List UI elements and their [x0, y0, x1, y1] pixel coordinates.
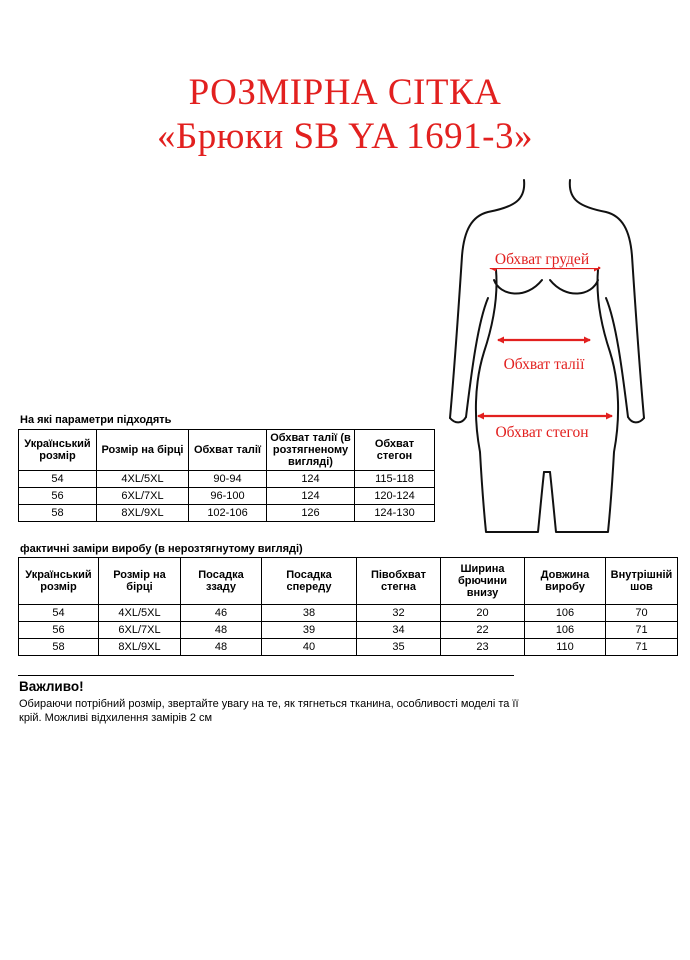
- column-header: Український розмір: [19, 558, 99, 605]
- column-header: Український розмір: [19, 430, 97, 471]
- column-header: Розмір на бірці: [97, 430, 189, 471]
- column-header: Посадка спереду: [262, 558, 357, 605]
- table-cell: 38: [262, 605, 357, 622]
- table-row: [19, 505, 435, 522]
- garment-measurements-table: [18, 557, 678, 656]
- table-cell: 6XL/7XL: [97, 488, 189, 505]
- important-heading: Важливо!: [19, 679, 84, 694]
- fit-parameters-table: [18, 429, 435, 522]
- table-header-row: [19, 430, 435, 471]
- waist-label: Обхват талії: [503, 356, 585, 373]
- table-cell: 124-130: [355, 505, 435, 522]
- table-cell: 4XL/5XL: [99, 605, 181, 622]
- table-cell: 54: [19, 471, 97, 488]
- table-header-row: [19, 558, 678, 605]
- table-cell: 126: [267, 505, 355, 522]
- table-cell: 102-106: [189, 505, 267, 522]
- table-cell: 6XL/7XL: [99, 622, 181, 639]
- table-row: [19, 471, 435, 488]
- table-row: [19, 622, 678, 639]
- column-header: Обхват стегон: [355, 430, 435, 471]
- table-cell: 71: [606, 622, 678, 639]
- table-cell: 34: [357, 622, 441, 639]
- table-cell: 35: [357, 639, 441, 656]
- table-cell: 40: [262, 639, 357, 656]
- table-cell: 115-118: [355, 471, 435, 488]
- page-title: РОЗМІРНА СІТКА: [188, 72, 502, 113]
- important-note: Обираючи потрібний розмір, звертайте увагу на те, як тягнеться тканина, особливості моделі та її крій. Можливі відхилення замірів 2 см: [19, 698, 519, 724]
- divider: [18, 675, 514, 676]
- column-header: Півобхват стегна: [357, 558, 441, 605]
- table-cell: 39: [262, 622, 357, 639]
- table-cell: 20: [441, 605, 525, 622]
- column-header: Посадка ззаду: [181, 558, 262, 605]
- table-cell: 32: [357, 605, 441, 622]
- table-cell: 4XL/5XL: [97, 471, 189, 488]
- table-cell: 23: [441, 639, 525, 656]
- hips-label: Обхват стегон: [495, 424, 589, 441]
- measurement-arrows: [478, 268, 612, 416]
- column-header: Розмір на бірці: [99, 558, 181, 605]
- table-cell: 90-94: [189, 471, 267, 488]
- table-cell: 46: [181, 605, 262, 622]
- chest-label: Обхват грудей: [494, 251, 590, 268]
- table-row: [19, 488, 435, 505]
- table-cell: 71: [606, 639, 678, 656]
- table-cell: 8XL/9XL: [97, 505, 189, 522]
- column-header: Обхват талії (в розтягненому вигляді): [267, 430, 355, 471]
- table-cell: 110: [525, 639, 606, 656]
- table1-caption: На які параметри підходять: [20, 414, 172, 426]
- table-cell: 124: [267, 488, 355, 505]
- table-cell: 56: [19, 622, 99, 639]
- table-cell: 56: [19, 488, 97, 505]
- table-cell: 48: [181, 639, 262, 656]
- body-measurement-figure: [440, 172, 652, 544]
- column-header: Довжина виробу: [525, 558, 606, 605]
- product-title: «Брюки SB YA 1691-3»: [157, 116, 533, 157]
- column-header: Обхват талії: [189, 430, 267, 471]
- table-cell: 48: [181, 622, 262, 639]
- table-cell: 58: [19, 639, 99, 656]
- table-cell: 106: [525, 605, 606, 622]
- table-cell: 54: [19, 605, 99, 622]
- table2-caption: фактичні заміри виробу (в нерозтягнутому вигляді): [20, 543, 303, 555]
- table-cell: 22: [441, 622, 525, 639]
- column-header: Внутрішній шов: [606, 558, 678, 605]
- column-header: Ширина брючини внизу: [441, 558, 525, 605]
- table-row: [19, 605, 678, 622]
- table-cell: 106: [525, 622, 606, 639]
- table-row: [19, 639, 678, 656]
- table-cell: 120-124: [355, 488, 435, 505]
- table-cell: 124: [267, 471, 355, 488]
- table-cell: 96-100: [189, 488, 267, 505]
- table-cell: 58: [19, 505, 97, 522]
- table-cell: 70: [606, 605, 678, 622]
- table-cell: 8XL/9XL: [99, 639, 181, 656]
